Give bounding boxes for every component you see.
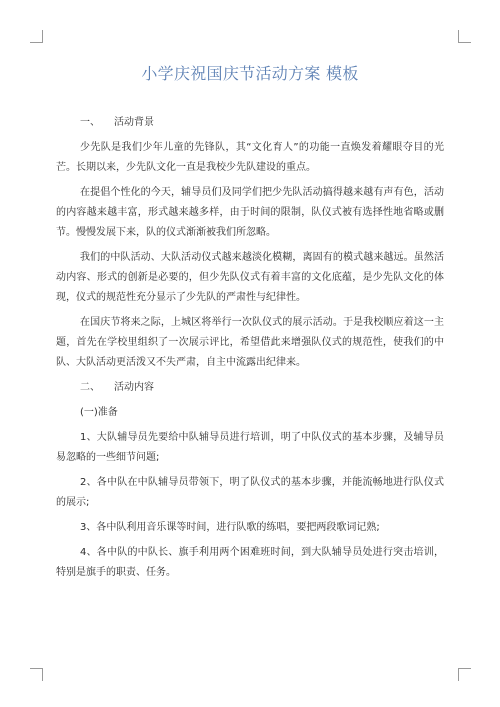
- body-paragraph: 在提倡个性化的今天，辅导员们及同学们把少先队活动搞得越来越有声有色，活动的内容越来越丰富，形式越来越多样，由于时间的限制，队仪式被有选择性地省略或删节。慢慢发展下来，队的仪式渐渐被我们所忽略。: [56, 187, 444, 238]
- page-corner-mark-bottom-left: [30, 668, 43, 681]
- section-heading-label: 活动背景: [114, 117, 154, 128]
- list-item-paragraph: 3、各中队利用音乐课等时间，进行队歌的练唱，要把两段歌词记熟;: [80, 522, 380, 533]
- body-paragraph: 我们的中队活动、大队活动仪式越来越淡化模糊，离固有的模式越来越远。虽然活动内容、形式的创新是必要的，但少先队仪式有着丰富的文化底蕴，是少先队文化的体现，仪式的规范性充分显示了少先队的严肃性与纪律性。: [56, 252, 444, 303]
- page-corner-mark-top-left: [30, 30, 43, 43]
- subsection-heading-preparation: (一)准备: [80, 407, 118, 418]
- page-corner-mark-bottom-right: [458, 668, 471, 681]
- section-heading-background: [56, 113, 444, 133]
- list-item-paragraph: 2、各中队在中队辅导员带领下，明了队仪式的基本步骤，并能流畅地进行队仪式的展示;: [56, 477, 444, 508]
- body-paragraph: 少先队是我们少年儿童的先锋队，其“文化育人”的功能一直焕发着耀眼夺目的光芒。长期以来，少先队文化一直是我校少先队建设的重点。: [56, 142, 444, 173]
- section-number: 二、: [80, 382, 100, 393]
- section-number: 一、: [80, 117, 100, 128]
- document-body: [56, 113, 444, 588]
- body-paragraph: 在国庆节将来之际，上城区将举行一次队仪式的展示活动。于是我校顺应着这一主题，首先在学校里组织了一次展示评比，希望借此来增强队仪式的规范性，使我们的中队、大队活动更活泼又不失严肃，自主中流露出纪律来。: [56, 317, 444, 368]
- list-item-paragraph: 4、各中队的中队长、旗手利用两个困难班时间，到大队辅导员处进行突击培训，特别是旗手的职责、任务。: [56, 547, 444, 578]
- document-title: 小学庆祝国庆节活动方案 模板: [141, 64, 359, 83]
- page-corner-mark-top-right: [458, 30, 471, 43]
- section-heading-label: 活动内容: [114, 382, 154, 393]
- section-heading-content: [56, 378, 444, 398]
- list-item-paragraph: 1、大队辅导员先要给中队辅导员进行培训，明了中队仪式的基本步骤，及辅导员易忽略的一些细节问题;: [56, 432, 444, 463]
